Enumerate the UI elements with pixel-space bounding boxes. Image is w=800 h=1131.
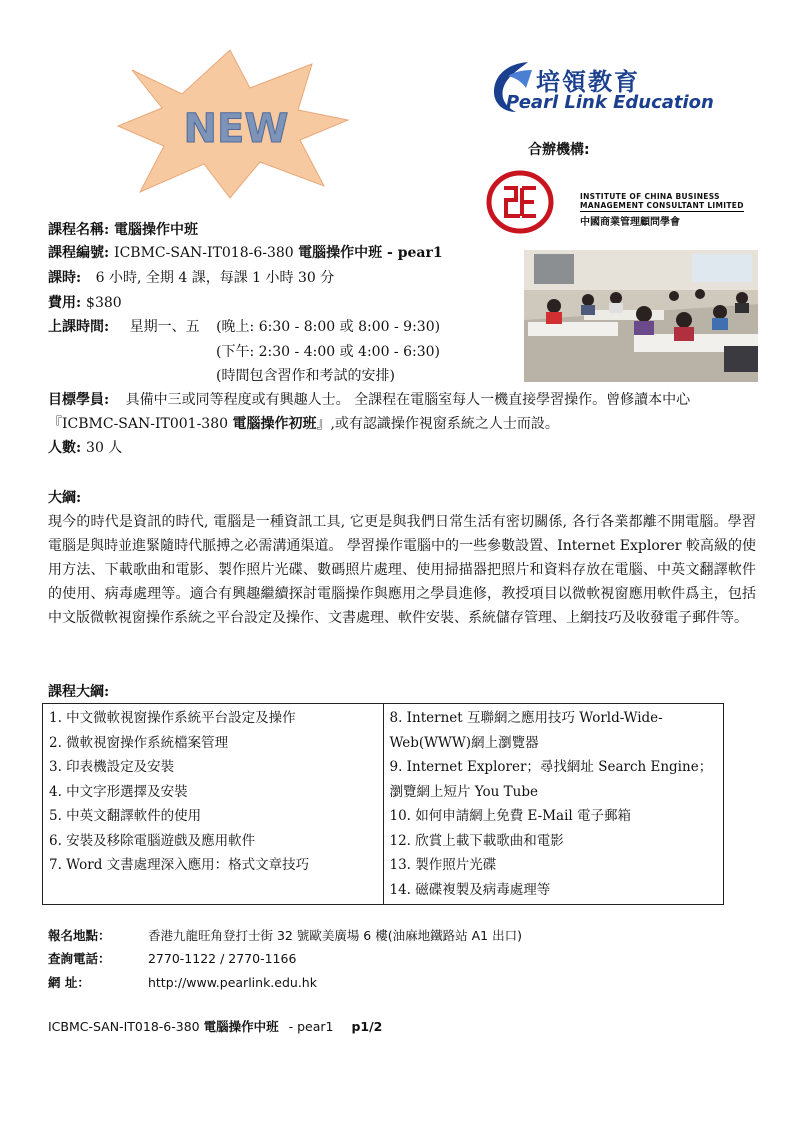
target-line: 目標學員: 具備中三或同等程度或有興趣人士。 全課程在電腦室每人一機直接學習操作。曾修讀本中心 [48, 392, 691, 408]
classroom-photo [524, 250, 758, 382]
schedule-evening: (晚上: 6:30 - 8:00 或 8:00 - 9:30) [216, 319, 441, 335]
footer-suffix: - pear1 [288, 1019, 334, 1034]
address-label: 報名地點： [48, 928, 111, 943]
course-name-line: 課程名稱: 電腦操作中班 [48, 222, 199, 238]
list-item: 12. 欣賞上載下載歌曲和電影 [389, 832, 564, 849]
outline-heading: 大綱 [48, 490, 76, 506]
new-starburst-badge [112, 42, 352, 202]
website-link[interactable]: http://www.pearlink.edu.hk [147, 975, 317, 990]
course-outline-heading-line: 課程大綱: [48, 684, 110, 700]
list-item: 9. Internet Explorer；尋找網址 Search Engine；瀏覽網上短片 You Tube [389, 759, 713, 800]
icbmc-english-line1: INSTITUTE OF CHINA BUSINESS [580, 192, 720, 201]
course-code-label: 課程編號 [48, 245, 104, 261]
footer-title: 電腦操作中班 [203, 1019, 279, 1034]
target-label: 目標學員 [48, 392, 104, 408]
hours-label: 課時 [48, 270, 76, 286]
capacity-value: 30 人 [86, 440, 123, 456]
address-value: 香港九龍旺角登打士街 32 號歐美廣場 6 樓(油麻地鐵路站 A1 出口) [147, 928, 522, 943]
schedule-days: 星期一、五 [129, 319, 200, 335]
page-footer [48, 1017, 382, 1035]
list-item: 13. 製作照片光碟 [389, 857, 497, 873]
phone-value: 2770-1122 / 2770-1166 [147, 951, 297, 966]
list-item: 7. Word 文書處理深入應用：格式文章技巧 [49, 857, 310, 873]
list-item: 14. 磁碟複製及病毒處理等 [389, 881, 551, 898]
course-code-value: ICBMC-SAN-IT018-6-380 [114, 245, 294, 261]
list-item: 8. Internet 互聯網之應用技巧 World-Wide-Web(WWW)網上瀏覽器 [389, 710, 663, 751]
outline-left-column [43, 704, 384, 905]
outline-paragraph: 現今的時代是資訊的時代, 電腦是一種資訊工具, 它更是與我們日常生活有密切關係, 各行各業都離不開電腦。學習電腦是與時並進緊隨時代脈搏之必需溝通渠道。 學習操作電腦中的一些參數設置、Internet Explorer 較高級的使用方法、下載歌曲和電影、製作照片光碟、數碼照片處理、使用掃描器把照片和資料存放在電腦、中英文翻譯軟件的使用、病毒處理等。適合有興趣繼續探討電腦操作與應用之學員進修，教授項目以微軟視窗應用軟件爲主，包括中文版微軟視窗操作系統之平台設定及操作、文書處理、軟件安裝、系統儲存管理、上網技巧及收發電子郵件等。 [48, 514, 756, 626]
target-tail: 』,或有認識操作視窗系統之人士而設。 [316, 416, 559, 432]
co-organizer-label: 合辦機構: [528, 142, 590, 158]
course-code-line: 課程編號: ICBMC-SAN-IT018-6-380 電腦操作中班 - pear1 [48, 245, 443, 261]
target-text: 具備中三或同等程度或有興趣人士。 全課程在電腦室每人一機直接學習操作。曾修讀本中心 [125, 392, 691, 408]
list-item: 4. 中文字形選擇及安裝 [49, 783, 188, 800]
icbmc-logo [486, 170, 776, 236]
website-label: 網 址： [48, 975, 90, 990]
course-name-label: 課程名稱 [48, 222, 104, 238]
fee-line: 費用: $380 [48, 295, 122, 311]
course-name-value: 電腦操作中班 [114, 222, 199, 238]
course-code-title: 電腦操作中班 - pear1 [298, 245, 443, 261]
course-outline-table [42, 703, 724, 905]
schedule-afternoon: (下午: 2:30 - 4:00 或 4:00 - 6:30) [216, 344, 441, 360]
fee-label: 費用 [48, 295, 76, 311]
hours-line: 課時: 6 小時, 全期 4 課，每課 1 小時 30 分 [48, 270, 335, 286]
table-row [43, 704, 724, 905]
schedule-note: (時間包含習作和考試的安排) [216, 368, 395, 384]
logo-chinese-name: 培領教育 [536, 68, 640, 96]
course-outline-heading: 課程大綱 [48, 684, 104, 700]
target-quote-title: 電腦操作初班 [232, 416, 317, 432]
schedule-line: 上課時間: 星期一、五 (晚上: 6:30 - 8:00 或 8:00 - 9:30) [48, 319, 441, 335]
address-line [48, 925, 522, 947]
phone-line [48, 948, 296, 970]
icbmc-chinese-name: 中國商業管理顧問學會 [580, 217, 680, 228]
list-item: 3. 印表機設定及安裝 [49, 759, 175, 775]
hours-value: 6 小時, 全期 4 課，每課 1 小時 30 分 [95, 270, 335, 286]
pearl-link-logo [488, 56, 728, 120]
page-number: p1/2 [351, 1019, 383, 1034]
list-item: 6. 安裝及移除電腦遊戲及應用軟件 [49, 832, 256, 849]
list-item: 10. 如何申請網上免費 E-Mail 電子郵箱 [389, 808, 632, 824]
capacity-label: 人數 [48, 440, 76, 456]
target-quote-code: 『ICBMC-SAN-IT001-380 [48, 416, 229, 432]
logo-english-name: Pearl Link Education [506, 92, 714, 113]
icbmc-emblem-icon [486, 170, 554, 234]
list-item: 5. 中英文翻譯軟件的使用 [49, 808, 202, 824]
target-line-2 [48, 413, 559, 435]
schedule-label: 上課時間 [48, 319, 104, 335]
outline-heading-line: 大綱: [48, 490, 82, 506]
fee-value: $380 [86, 295, 122, 311]
footer-code: ICBMC-SAN-IT018-6-380 [48, 1019, 200, 1034]
icbmc-english-line2: MANAGEMENT CONSULTANT LIMITED [580, 201, 744, 210]
list-item: 1. 中文微軟視窗操作系統平台設定及操作 [49, 710, 296, 726]
phone-label: 查詢電話： [48, 951, 111, 966]
capacity-line: 人數: 30 人 [48, 440, 123, 456]
new-badge-text: NEW [183, 106, 289, 152]
list-item: 2. 微軟視窗操作系統檔案管理 [49, 734, 229, 751]
website-line [48, 972, 317, 994]
outline-right-column [383, 704, 724, 905]
